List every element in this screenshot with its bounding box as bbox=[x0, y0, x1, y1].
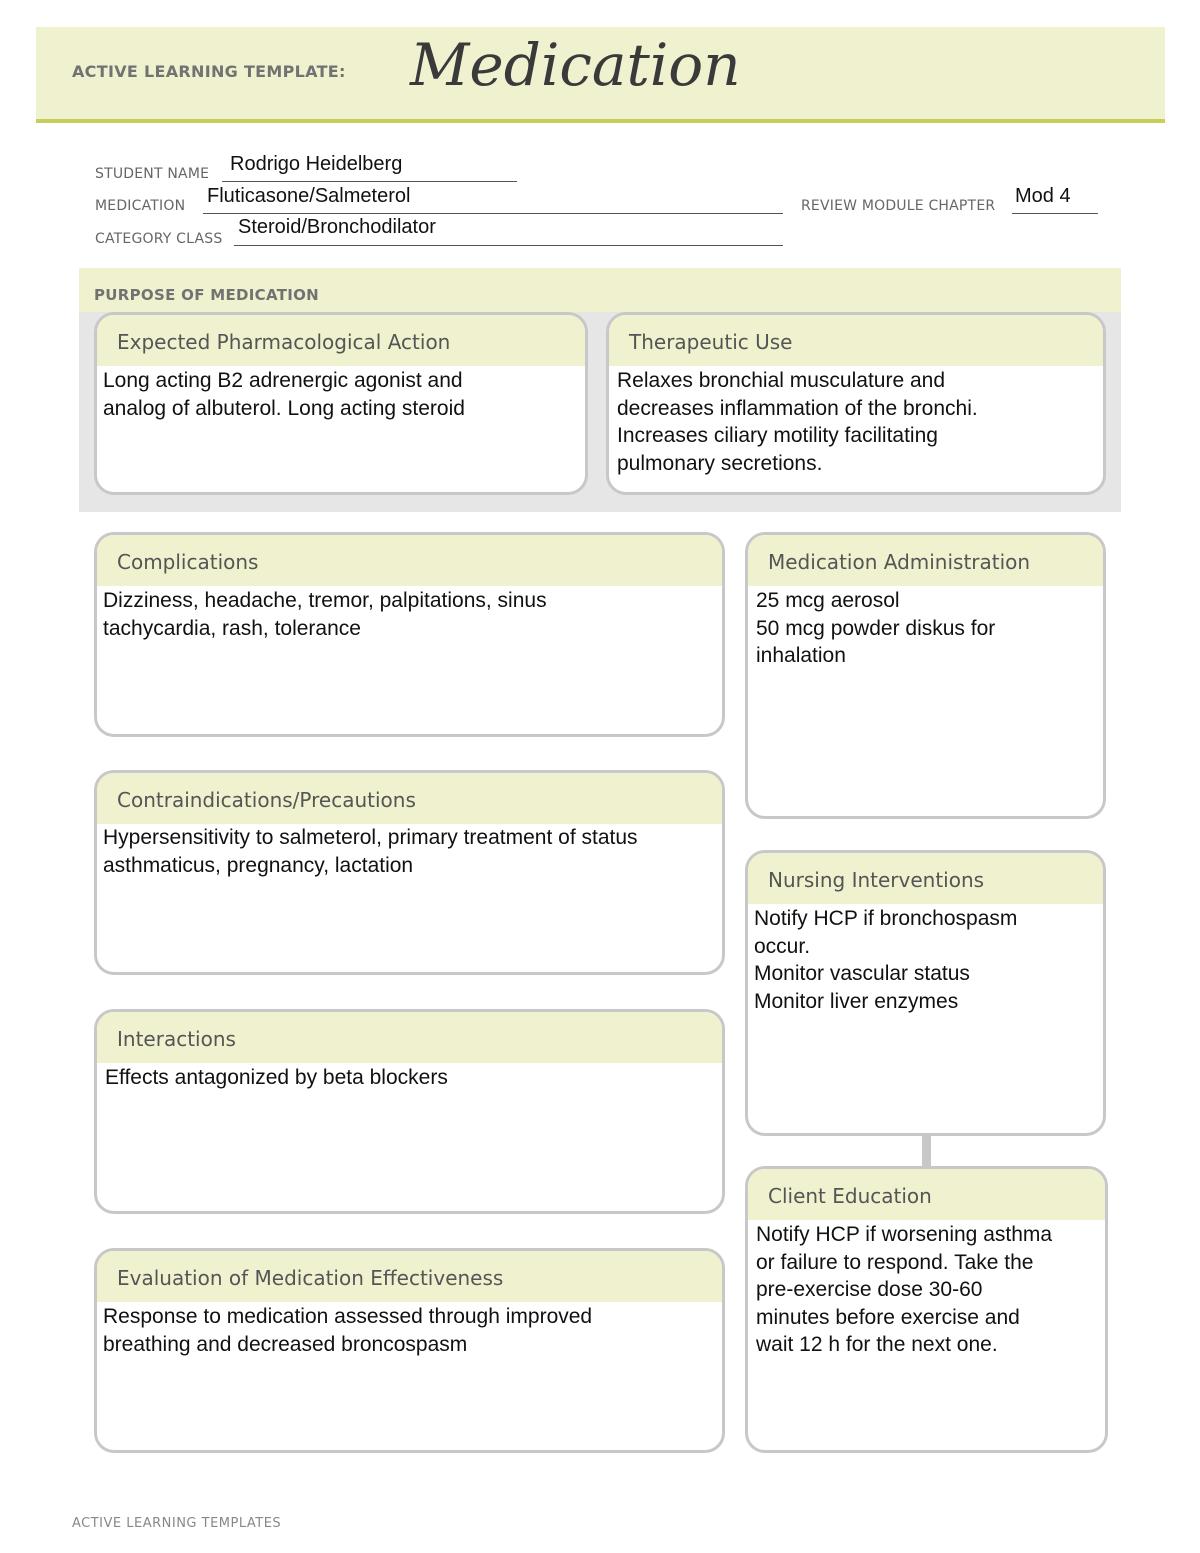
complications-text[interactable]: Dizziness, headache, tremor, palpitations, sinus tachycardia, rash, tolerance bbox=[103, 589, 547, 640]
student-name-line bbox=[222, 181, 517, 182]
client-education-text[interactable]: Notify HCP if worsening asthma or failure to respond. Take the pre-exercise dose 30-60 minutes before exercise and wait 12 h for the next one. bbox=[756, 1223, 1053, 1356]
connector-bar bbox=[922, 1134, 931, 1167]
client-education-box[interactable] bbox=[745, 1166, 1108, 1453]
page-title: Medication bbox=[410, 31, 741, 99]
review-module-chapter-field[interactable]: Mod 4 bbox=[1015, 185, 1071, 207]
evaluation-text[interactable]: Response to medication assessed through improved breathing and decreased broncospasm bbox=[103, 1305, 593, 1356]
therapeutic-use-text[interactable]: Relaxes bronchial musculature and decreases inflammation of the bronchi. Increases ciliary motility facilitating pulmonary secretions. bbox=[617, 369, 978, 475]
contraindications-text[interactable]: Hypersensitivity to salmeterol, primary treatment of status asthmaticus, pregnancy, lactation bbox=[103, 826, 638, 877]
nursing-interventions-title: Nursing Interventions bbox=[748, 853, 1103, 904]
student-name-field[interactable]: Rodrigo Heidelberg bbox=[230, 153, 403, 175]
evaluation-title: Evaluation of Medication Effectiveness bbox=[97, 1251, 722, 1302]
interactions-box[interactable] bbox=[94, 1009, 725, 1214]
purpose-label: PURPOSE OF MEDICATION bbox=[94, 286, 320, 304]
review-module-chapter-label: REVIEW MODULE CHAPTER bbox=[801, 198, 996, 214]
medication-administration-box[interactable] bbox=[745, 532, 1106, 819]
medication-label: MEDICATION bbox=[95, 198, 186, 214]
evaluation-box[interactable] bbox=[94, 1248, 725, 1453]
contraindications-box[interactable] bbox=[94, 770, 725, 975]
interactions-title: Interactions bbox=[97, 1012, 722, 1063]
medication-administration-title: Medication Administration bbox=[748, 535, 1103, 586]
expected-action-text[interactable]: Long acting B2 adrenergic agonist and analog of albuterol. Long acting steroid bbox=[103, 369, 465, 420]
therapeutic-use-box[interactable] bbox=[606, 312, 1106, 495]
nursing-interventions-box[interactable] bbox=[745, 850, 1106, 1136]
footer: ACTIVE LEARNING TEMPLATES bbox=[72, 1516, 282, 1531]
therapeutic-use-title: Therapeutic Use bbox=[609, 315, 1103, 366]
interactions-text[interactable]: Effects antagonized by beta blockers bbox=[105, 1066, 448, 1089]
expected-action-title: Expected Pharmacological Action bbox=[97, 315, 585, 366]
complications-box[interactable] bbox=[94, 532, 725, 737]
student-name-label: STUDENT NAME bbox=[95, 166, 210, 182]
complications-title: Complications bbox=[97, 535, 722, 586]
client-education-title: Client Education bbox=[748, 1169, 1105, 1220]
nursing-interventions-text[interactable]: Notify HCP if bronchospasm occur. Monitor vascular status Monitor liver enzymes bbox=[754, 907, 1018, 1013]
expected-action-box[interactable] bbox=[94, 312, 588, 495]
medication-line bbox=[203, 213, 783, 214]
category-class-field[interactable]: Steroid/Bronchodilator bbox=[238, 216, 436, 238]
medication-administration-text[interactable]: 25 mcg aerosol 50 mcg powder diskus for inhalation bbox=[756, 589, 996, 667]
contraindications-title: Contraindications/Precautions bbox=[97, 773, 722, 824]
review-module-chapter-line bbox=[1012, 213, 1098, 214]
medication-field[interactable]: Fluticasone/Salmeterol bbox=[207, 185, 411, 207]
category-class-line bbox=[234, 245, 783, 246]
category-class-label: CATEGORY CLASS bbox=[95, 231, 223, 247]
template-label: ACTIVE LEARNING TEMPLATE: bbox=[72, 62, 346, 81]
